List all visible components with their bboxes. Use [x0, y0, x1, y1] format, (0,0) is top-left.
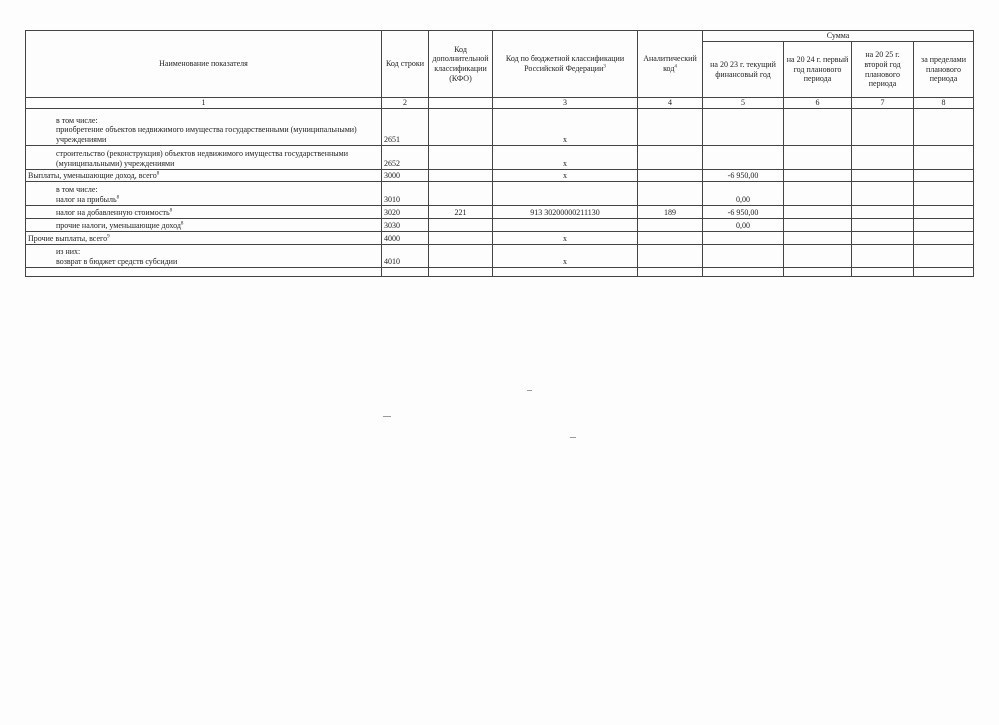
column-number: 7	[852, 98, 914, 109]
row-kfo	[429, 267, 493, 276]
row-bk: 913 30200000211130	[493, 205, 638, 218]
row-name	[26, 231, 382, 244]
row-analytic	[638, 231, 703, 244]
row-year-1	[703, 244, 784, 267]
row-kfo	[429, 244, 493, 267]
row-year-1	[703, 145, 784, 169]
table-row-2652	[26, 145, 974, 169]
row-bk: х	[493, 231, 638, 244]
row-year-beyond	[914, 181, 974, 205]
column-number: 1	[26, 98, 382, 109]
row-kfo	[429, 145, 493, 169]
row-code: 4000	[382, 231, 429, 244]
row-name	[26, 205, 382, 218]
row-bk: х	[493, 108, 638, 145]
table-row-4000	[26, 231, 974, 244]
row-bk	[493, 267, 638, 276]
row-name-text: Выплаты, уменьшающие доход, всего	[28, 171, 157, 180]
footnote-mark: 4	[674, 64, 677, 70]
row-year-beyond	[914, 244, 974, 267]
row-year-beyond	[914, 231, 974, 244]
row-analytic	[638, 145, 703, 169]
row-incl-label: в том числе:	[56, 185, 98, 195]
footnote-mark: 9	[107, 234, 110, 240]
row-year-beyond	[914, 205, 974, 218]
row-year-3	[852, 231, 914, 244]
row-name	[26, 108, 382, 145]
row-year-3	[852, 218, 914, 231]
header-year-1: на 20 23 г. текущий финансовый год	[703, 42, 784, 98]
row-year-3	[852, 244, 914, 267]
row-year-2	[784, 205, 852, 218]
row-code: 3000	[382, 169, 429, 181]
row-analytic: 189	[638, 205, 703, 218]
row-bk: х	[493, 169, 638, 181]
footnote-mark: 3	[603, 64, 606, 70]
row-year-beyond	[914, 218, 974, 231]
column-number: 8	[914, 98, 974, 109]
header-name: Наименование показателя	[26, 31, 382, 98]
financial-table-sheet	[25, 30, 973, 277]
row-year-1: -6 950,00	[703, 205, 784, 218]
table-row-4010	[26, 244, 974, 267]
row-analytic	[638, 244, 703, 267]
row-year-beyond	[914, 145, 974, 169]
row-bk: х	[493, 244, 638, 267]
table-row-3020	[26, 205, 974, 218]
row-analytic	[638, 169, 703, 181]
header-year-2: на 20 24 г. первый год планового периода	[784, 42, 852, 98]
table-row-3030	[26, 218, 974, 231]
row-name-text: возврат в бюджет средств субсидии	[56, 257, 178, 266]
column-number	[429, 98, 493, 109]
row-code: 4010	[382, 244, 429, 267]
row-name-text: Прочие выплаты, всего	[28, 234, 108, 243]
row-year-1: 0,00	[703, 218, 784, 231]
row-kfo	[429, 181, 493, 205]
row-name	[26, 169, 382, 181]
row-year-2	[784, 181, 852, 205]
row-code: 2651	[382, 108, 429, 145]
footnote-mark: 8	[116, 195, 120, 201]
table-row-3000	[26, 169, 974, 181]
row-year-3	[852, 145, 914, 169]
row-year-beyond	[914, 267, 974, 276]
row-year-1	[703, 231, 784, 244]
row-year-2	[784, 145, 852, 169]
row-year-1	[703, 267, 784, 276]
column-number: 3	[493, 98, 638, 109]
column-number: 4	[638, 98, 703, 109]
header-year-3: на 20 25 г. второй год планового периода	[852, 42, 914, 98]
row-incl-label: из них:	[56, 247, 81, 257]
column-number: 2	[382, 98, 429, 109]
row-kfo	[429, 231, 493, 244]
header-bk-label: Код по бюджетной классификации Российской Федерации	[505, 54, 625, 73]
header-sum: Сумма	[703, 31, 974, 42]
row-year-2	[784, 244, 852, 267]
footnote-mark: 8	[156, 171, 160, 177]
row-year-3	[852, 267, 914, 276]
header-year-beyond: за пределами планового периода	[914, 42, 974, 98]
header-line-code: Код строки	[382, 31, 429, 98]
row-year-1: 0,00	[703, 181, 784, 205]
column-numbers-row	[26, 98, 974, 109]
row-year-3	[852, 169, 914, 181]
table-row-3010	[26, 181, 974, 205]
row-year-2	[784, 169, 852, 181]
footnote-mark: 8	[169, 208, 173, 214]
row-kfo: 221	[429, 205, 493, 218]
row-year-3	[852, 181, 914, 205]
row-analytic	[638, 181, 703, 205]
row-kfo	[429, 169, 493, 181]
row-kfo	[429, 108, 493, 145]
row-year-3	[852, 205, 914, 218]
financial-table	[25, 30, 974, 277]
row-name-text: приобретение объектов недвижимого имущества государственными (муниципальными) учреждениями	[56, 125, 357, 144]
row-year-2	[784, 218, 852, 231]
row-year-2	[784, 108, 852, 145]
row-code: 3020	[382, 205, 429, 218]
row-year-2	[784, 231, 852, 244]
header-bk	[493, 31, 638, 98]
row-code	[382, 267, 429, 276]
row-name: строительство (реконструкция) объектов недвижимого имущества государственными (муниципальными) учреждениями	[26, 145, 382, 169]
row-year-1	[703, 108, 784, 145]
row-name	[26, 218, 382, 231]
row-name	[26, 244, 382, 267]
header-kfo: Код дополнительной классификации (КФО)	[429, 31, 493, 98]
row-name-text: налог на прибыль	[56, 195, 117, 204]
row-code: 2652	[382, 145, 429, 169]
row-name	[26, 181, 382, 205]
row-year-1: -6 950,00	[703, 169, 784, 181]
scan-speck	[527, 390, 532, 391]
column-number: 6	[784, 98, 852, 109]
row-year-beyond	[914, 169, 974, 181]
row-analytic	[638, 267, 703, 276]
row-year-beyond	[914, 108, 974, 145]
row-name	[26, 267, 382, 276]
scan-speck	[570, 437, 576, 438]
row-name-text: налог на добавленную стоимость	[56, 208, 170, 217]
row-code: 3010	[382, 181, 429, 205]
header-analytic-label: Аналитический код	[643, 54, 697, 73]
row-analytic	[638, 218, 703, 231]
row-code: 3030	[382, 218, 429, 231]
scan-speck	[383, 416, 391, 417]
footnote-mark: 8	[180, 221, 184, 227]
header-analytic	[638, 31, 703, 98]
row-name-text: прочие налоги, уменьшающие доход	[56, 221, 181, 230]
row-kfo	[429, 218, 493, 231]
row-year-2	[784, 267, 852, 276]
row-bk	[493, 181, 638, 205]
row-year-3	[852, 108, 914, 145]
table-row-empty	[26, 267, 974, 276]
row-bk: х	[493, 145, 638, 169]
table-row-2651	[26, 108, 974, 145]
row-bk	[493, 218, 638, 231]
row-incl-label: в том числе:	[56, 115, 98, 125]
column-number: 5	[703, 98, 784, 109]
row-analytic	[638, 108, 703, 145]
